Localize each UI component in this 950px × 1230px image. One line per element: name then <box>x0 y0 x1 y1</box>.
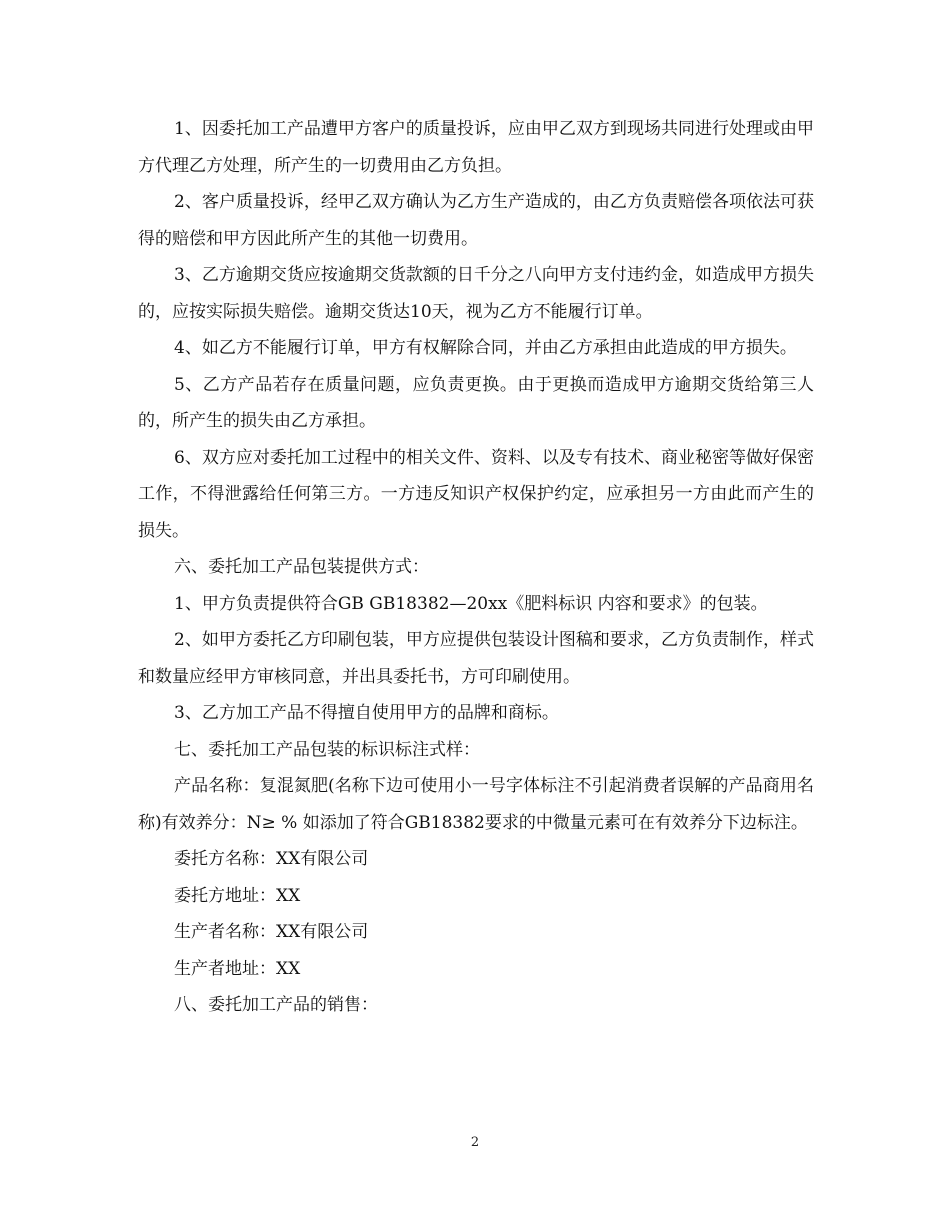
paragraph-client-name: 委托方名称：XX有限公司 <box>174 849 369 869</box>
section-heading-packaging: 六、委托加工产品包装提供方式： <box>174 557 429 577</box>
paragraph-packaging-2: 2、如甲方委托乙方印刷包装，甲方应提供包装设计图稿和要求，乙方负责制作，样式和数量应经甲方审核同意，并出具委托书，方可印刷使用。 <box>138 630 814 687</box>
paragraph-product-name: 产品名称：复混氮肥(名称下边可使用小一号字体标注不引起消费者误解的产品商用名称)有效养分：N≥ % 如添加了符合GB18382要求的中微量元素可在有效养分下边标注。 <box>138 776 814 833</box>
document-body <box>138 111 814 1024</box>
paragraph-clause-2: 2、客户质量投诉，经甲乙双方确认为乙方生产造成的，由乙方负责赔偿各项依法可获得的赔偿和甲方因此所产生的其他一切费用。 <box>138 192 814 249</box>
paragraph-packaging-3: 3、乙方加工产品不得擅自使用甲方的品牌和商标。 <box>174 703 559 723</box>
paragraph-clause-5: 5、乙方产品若存在质量问题，应负责更换。由于更换而造成甲方逾期交货给第三人的，所产生的损失由乙方承担。 <box>138 374 814 431</box>
paragraph-clause-6: 6、双方应对委托加工过程中的相关文件、资料、以及专有技术、商业秘密等做好保密工作，不得泄露给任何第三方。一方违反知识产权保护约定，应承担另一方由此而产生的损失。 <box>138 447 814 541</box>
paragraph-packaging-1: 1、甲方负责提供符合GB GB18382—20xx《肥料标识 内容和要求》的包装。 <box>174 593 768 614</box>
section-heading-sales: 八、委托加工产品的销售： <box>174 995 378 1015</box>
paragraph-clause-1: 1、因委托加工产品遭甲方客户的质量投诉，应由甲乙双方到现场共同进行处理或由甲方代理乙方处理，所产生的一切费用由乙方负担。 <box>138 119 814 176</box>
page-number: 2 <box>470 1135 480 1150</box>
paragraph-clause-4: 4、如乙方不能履行订单，甲方有权解除合同，并由乙方承担由此造成的甲方损失。 <box>174 338 797 358</box>
paragraph-producer-name: 生产者名称：XX有限公司 <box>174 922 369 942</box>
paragraph-producer-address: 生产者地址：XX <box>174 958 301 979</box>
paragraph-client-address: 委托方地址：XX <box>174 885 301 906</box>
paragraph-clause-3: 3、乙方逾期交货应按逾期交货款额的日千分之八向甲方支付违约金，如造成甲方损失的，应按实际损失赔偿。逾期交货达10天，视为乙方不能履行订单。 <box>138 265 814 322</box>
section-heading-labeling: 七、委托加工产品包装的标识标注式样： <box>174 739 480 760</box>
